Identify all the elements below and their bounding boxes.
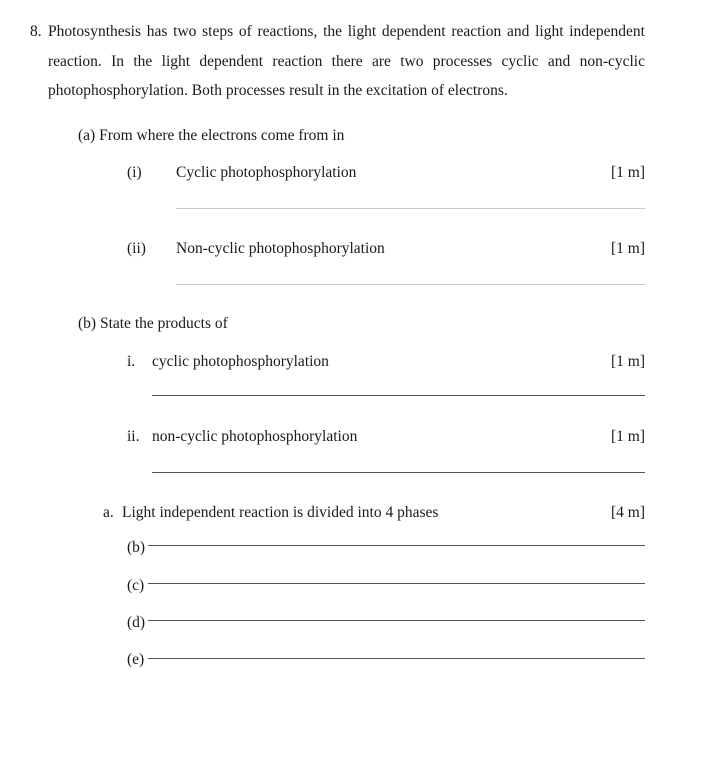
phase-c-answer-line[interactable] [148,583,645,594]
part-b-i-marks: [1 m] [610,353,645,370]
part-a-i-number: (i) [127,164,142,181]
part-a-ii-answer-line[interactable] [176,284,645,295]
phase-c-label: (c) [127,577,145,594]
part-b-heading: (b) State the products of [78,315,228,332]
part-a-ii-number: (ii) [127,240,146,257]
part-a-heading: (a) From where the electrons come from in [78,127,345,144]
part-b-ii-text: non-cyclic photophosphorylation [152,428,358,445]
part-a-ii-text: Non-cyclic photophosphorylation [176,240,385,257]
part-b-i-text: cyclic photophosphorylation [152,353,329,370]
phase-b-label: (b) [127,539,146,556]
part-c-number: a. [103,504,114,521]
question-number: 8. [30,23,42,40]
part-c-marks: [4 m] [610,504,645,521]
part-a-i-marks: [1 m] [610,164,645,181]
phase-d-answer-line[interactable] [148,620,645,631]
part-a-i-text: Cyclic photophosphorylation [176,164,357,181]
phase-e-label: (e) [127,651,145,668]
part-c-text: Light independent reaction is divided into 4 phases [122,504,439,521]
part-b-ii-answer-line[interactable] [152,472,645,483]
phase-b-answer-line[interactable] [148,545,645,556]
question-text: Photosynthesis has two steps of reactions, the light dependent reaction and light independent reaction. In the light dependent reaction there are two processes cyclic and non-cyclic photophosphorylation. Both processes result in the excitation of electrons. [48,23,645,99]
phase-d-label: (d) [127,614,146,631]
part-a-i-answer-line[interactable] [176,208,645,219]
part-b-ii-number: ii. [127,428,140,445]
part-b-i-answer-line[interactable] [152,395,645,406]
phase-e-answer-line[interactable] [148,658,645,669]
part-a-ii-marks: [1 m] [610,240,645,257]
part-b-ii-marks: [1 m] [610,428,645,445]
part-b-i-number: i. [127,353,136,370]
